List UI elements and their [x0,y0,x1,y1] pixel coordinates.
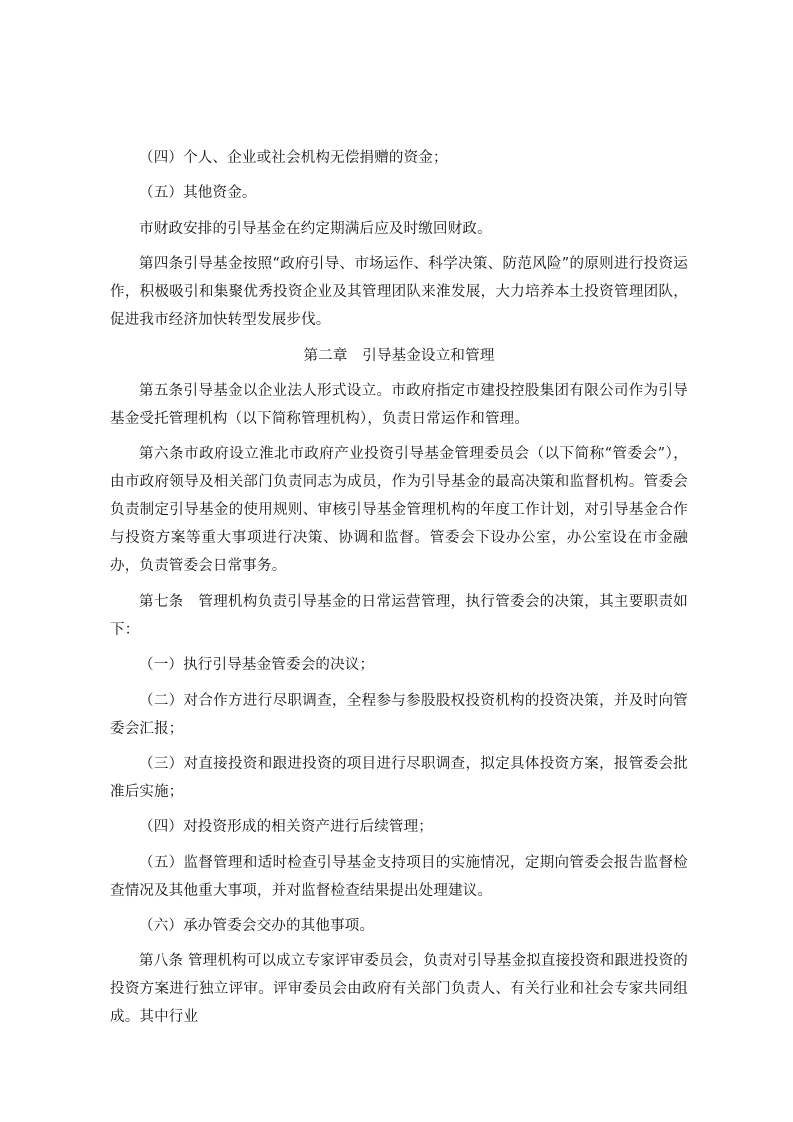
duty-3: （三）对直接投资和跟进投资的项目进行尽职调查，拟定具体投资方案，报管委会批准后实施； [110,755,688,800]
paragraph-source-5: （五）其他资金。 [139,185,257,202]
article-8: 第八条 管理机构可以成立专家评审委员会，负责对引导基金拟直接投资和跟进投资的投资方案进行独立评审。评审委员会由政府有关部门负责人、有关行业和社会专家共同组成。其中行业 [110,953,688,1026]
duty-4: （四）对投资形成的相关资产进行后续管理； [139,819,433,836]
document-body [110,144,688,1039]
paragraph-return-funds: 市财政安排的引导基金在约定期满后应及时缴回财政。 [139,220,492,237]
duty-2: （二）对合作方进行尽职调查，全程参与参股股权投资机构的投资决策，并及时向管委会汇报； [110,692,688,737]
article-7: 第七条 管理机构负责引导基金的日常运营管理，执行管委会的决策，其主要职责如下： [110,593,688,638]
paragraph-source-4: （四）个人、企业或社会机构无偿捐赠的资金； [139,150,448,166]
duty-5: （五）监督管理和适时检查引导基金支持项目的实施情况，定期向管委会报告监督检查情况及其他重大事项，并对监督检查结果提出处理建议。 [110,854,688,899]
article-4: 第四条引导基金按照“政府引导、市场运作、科学决策、防范风险”的原则进行投资运作，积极吸引和集聚优秀投资企业及其管理团队来淮发展，大力培养本土投资管理团队，促进我市经济加快转型发展步伐。 [110,256,688,329]
duty-6: （六）承办管委会交办的其他事项。 [139,918,375,935]
chapter-2-heading: 第二章 引导基金设立和管理 [303,347,495,364]
duty-1: （一）执行引导基金管委会的决议； [139,657,375,674]
article-5: 第五条引导基金以企业法人形式设立。市政府指定市建投控股集团有限公司作为引导基金受托管理机构（以下简称管理机构），负责日常运作和管理。 [110,382,688,427]
article-6: 第六条市政府设立淮北市政府产业投资引导基金管理委员会（以下简称“管委会”），由市政府领导及相关部门负责同志为成员，作为引导基金的最高决策和监督机构。管委会负责制定引导基金的使用规则、审核引导基金管理机构的年度工作计划，对引导基金合作与投资方案等重大事项进行决策、协调和监督。管委会下设办公室，办公室设在市金融办，负责管委会日常事务。 [110,446,688,575]
